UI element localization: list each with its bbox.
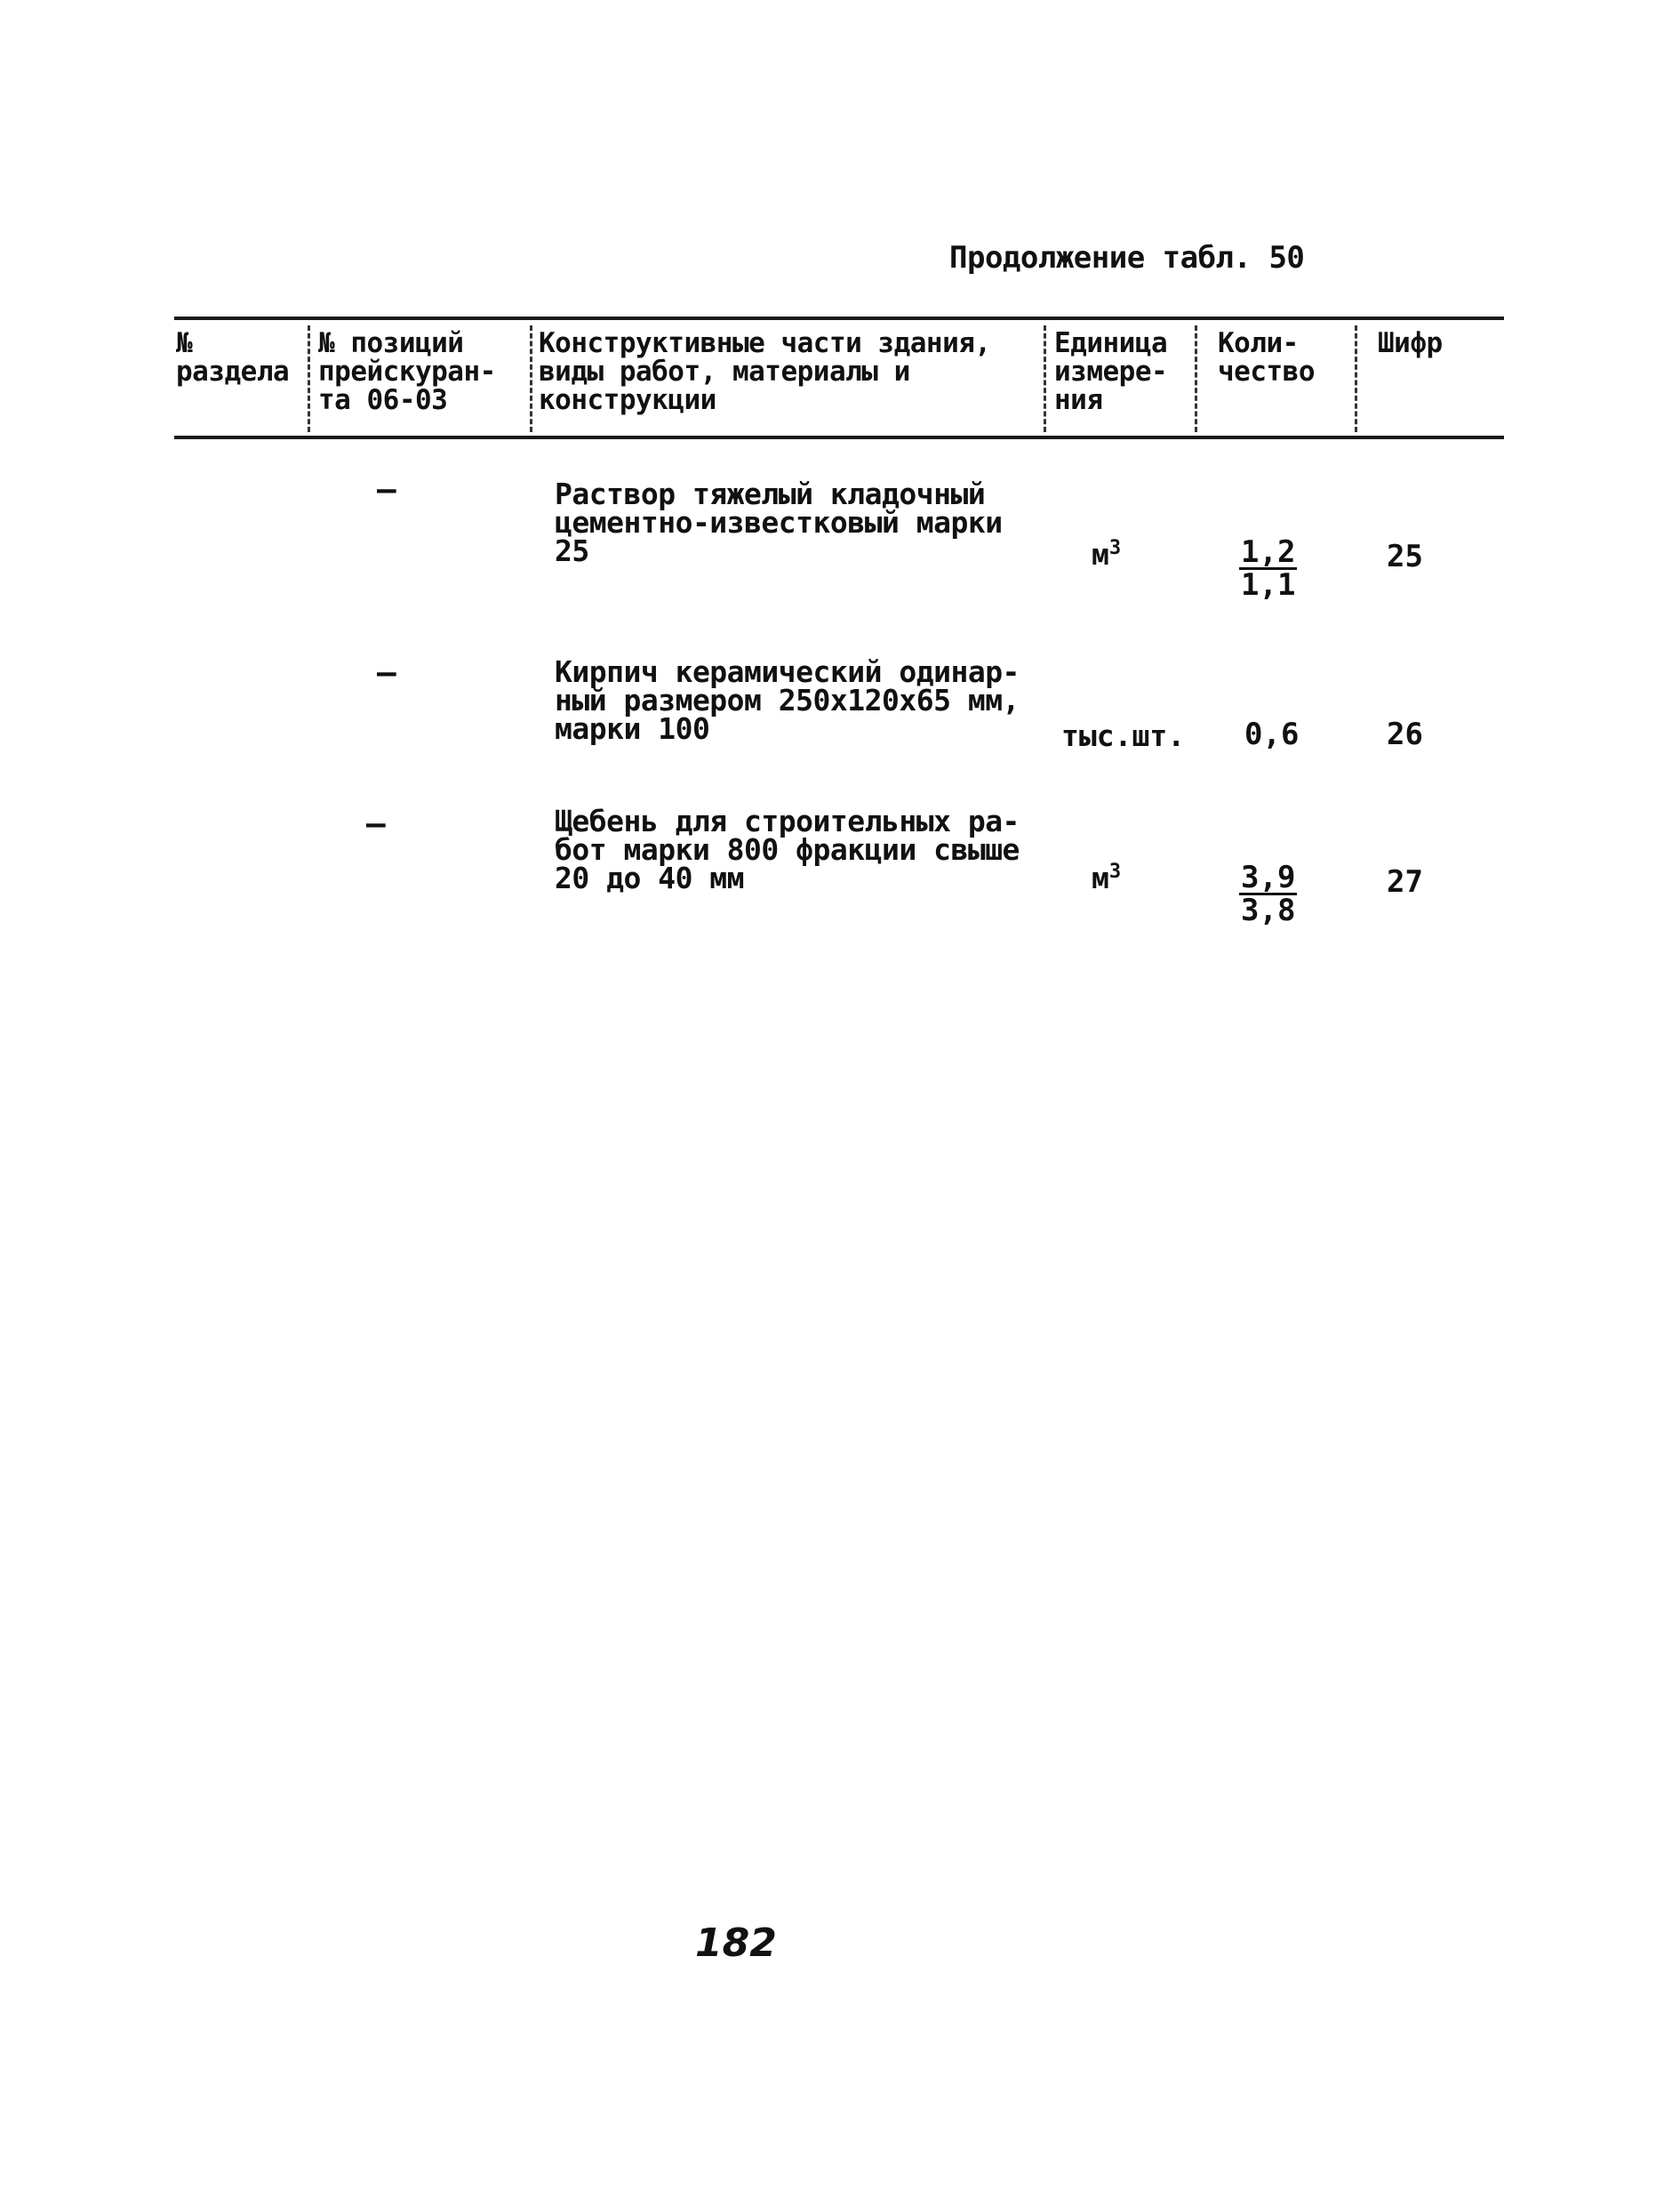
- column-separator: [530, 325, 532, 432]
- row-description: Кирпич керамический одинар- ный размером 250х120х65 мм, марки 100: [555, 654, 1020, 746]
- header-work-description: Конструктивные части здания, виды работ, материалы и конструкции: [539, 327, 991, 416]
- quantity-numerator: 3,9: [1241, 860, 1296, 895]
- row-position: –: [377, 654, 396, 691]
- column-separator: [1355, 325, 1357, 432]
- table-caption: Продолжение табл. 50: [949, 240, 1305, 276]
- row-quantity-fraction: [1239, 862, 1297, 926]
- row-description: Раствор тяжелый кладочный цементно-известковый марки 25: [555, 477, 1003, 568]
- row-position: –: [366, 806, 386, 842]
- table-rule-top: [174, 317, 1504, 320]
- row-quantity: 0,6: [1244, 717, 1300, 752]
- header-code: Шифр: [1378, 327, 1443, 359]
- page-number: 182: [695, 1920, 777, 1966]
- row-quantity-fraction: [1239, 534, 1297, 603]
- row-unit: $м^3$: [1092, 537, 1122, 572]
- row-code: 27: [1387, 864, 1423, 900]
- row-code: 25: [1387, 539, 1423, 574]
- column-separator: [308, 325, 310, 432]
- header-price-position: № позиций прейскуран- та 06-03: [318, 327, 496, 416]
- column-separator: [1044, 325, 1046, 432]
- header-section-number: № раздела: [176, 327, 290, 388]
- row-code: 26: [1387, 717, 1423, 752]
- column-separator: [1195, 325, 1197, 432]
- quantity-denominator: 3,8: [1241, 893, 1296, 928]
- table-rule-bottom: [174, 436, 1504, 439]
- row-position: –: [377, 471, 396, 508]
- quantity-numerator: 1,2: [1241, 534, 1296, 570]
- header-quantity: Коли- чество: [1218, 327, 1315, 388]
- header-unit: Единица измере- ния: [1054, 327, 1168, 416]
- row-description: Щебень для строительных ра- бот марки 800 фракции свыше 20 до 40 мм: [555, 804, 1020, 895]
- quantity-denominator: 1,1: [1241, 567, 1296, 603]
- row-unit: тыс.шт.: [1061, 718, 1186, 753]
- row-unit: $м^3$: [1092, 861, 1122, 895]
